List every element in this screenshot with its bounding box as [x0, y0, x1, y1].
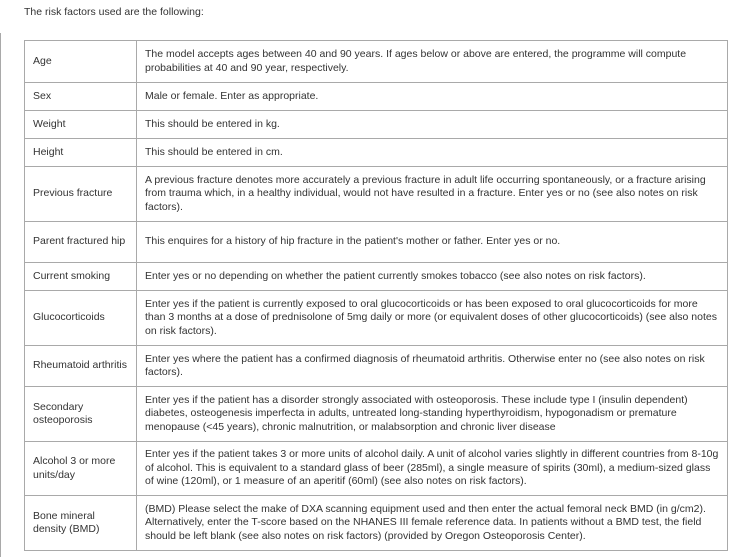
risk-factor-name: Current smoking — [25, 263, 137, 291]
left-border-rule — [0, 33, 1, 557]
table-row — [25, 496, 728, 551]
table-row — [25, 167, 728, 222]
table-row — [25, 111, 728, 139]
risk-factor-description: Enter yes if the patient has a disorder strongly associated with osteoporosis. These include type I (insulin dependent) diabetes, osteogenesis imperfecta in adults, untreated long-standing hyperthyroidism, hypogonadism or premature menopause (<45 years), chronic malnutrition, or malabsorption and chronic liver disease — [137, 387, 728, 442]
risk-factor-name: Bone mineral density (BMD) — [25, 496, 137, 551]
table-row — [25, 83, 728, 111]
risk-factor-name: Age — [25, 41, 137, 83]
risk-factors-table — [24, 40, 728, 551]
risk-factor-description: Male or female. Enter as appropriate. — [137, 83, 728, 111]
risk-factor-name: Weight — [25, 111, 137, 139]
risk-factor-description: (BMD) Please select the make of DXA scanning equipment used and then enter the actual femoral neck BMD (in g/cm2). Alternatively, enter the T-score based on the NHANES III female reference data. In patients without a BMD test, the field should be left blank (see also notes on risk factors) (provided by Oregon Osteoporosis Center). — [137, 496, 728, 551]
risk-factor-name: Height — [25, 139, 137, 167]
risk-factor-description: The model accepts ages between 40 and 90 years. If ages below or above are entered, the programme will compute probabilities at 40 and 90 year, respectively. — [137, 41, 728, 83]
risk-factor-description: Enter yes if the patient takes 3 or more units of alcohol daily. A unit of alcohol varies slightly in different countries from 8-10g of alcohol. This is equivalent to a standard glass of beer (285ml), a single measure of spirits (30ml), a medium-sized glass of wine (120ml), or 1 measure of an aperitif (60ml) (see also notes on risk factors). — [137, 442, 728, 496]
risk-factor-name: Secondary osteoporosis — [25, 387, 137, 442]
risk-factor-description: A previous fracture denotes more accurately a previous fracture in adult life occurring spontaneously, or a fracture arising from trauma which, in a healthy individual, would not have resulted in a fracture. Enter yes or no (see also notes on risk factors). — [137, 167, 728, 222]
risk-factor-name: Previous fracture — [25, 167, 137, 222]
risk-factor-description: This should be entered in kg. — [137, 111, 728, 139]
risk-factor-name: Sex — [25, 83, 137, 111]
table-row — [25, 387, 728, 442]
table-row — [25, 442, 728, 496]
risk-factor-description: Enter yes if the patient is currently exposed to oral glucocorticoids or has been exposed to oral glucocorticoids for more than 3 months at a dose of prednisolone of 5mg daily or more (or equivalent doses of other glucocorticoids) (see also notes on risk factors). — [137, 291, 728, 346]
table-row — [25, 139, 728, 167]
risk-factor-name: Glucocorticoids — [25, 291, 137, 346]
risk-factor-description: This enquires for a history of hip fracture in the patient's mother or father. Enter yes or no. — [137, 222, 728, 263]
table-row — [25, 222, 728, 263]
table-row — [25, 291, 728, 346]
table-row — [25, 263, 728, 291]
risk-factor-description: Enter yes or no depending on whether the patient currently smokes tobacco (see also notes on risk factors). — [137, 263, 728, 291]
table-row — [25, 346, 728, 387]
risk-factor-name: Alcohol 3 or more units/day — [25, 442, 137, 496]
intro-text: The risk factors used are the following: — [24, 6, 204, 18]
risk-factor-description: This should be entered in cm. — [137, 139, 728, 167]
table-row — [25, 41, 728, 83]
risk-factor-name: Parent fractured hip — [25, 222, 137, 263]
risk-factor-name: Rheumatoid arthritis — [25, 346, 137, 387]
risk-factor-description: Enter yes where the patient has a confirmed diagnosis of rheumatoid arthritis. Otherwise enter no (see also notes on risk factors). — [137, 346, 728, 387]
